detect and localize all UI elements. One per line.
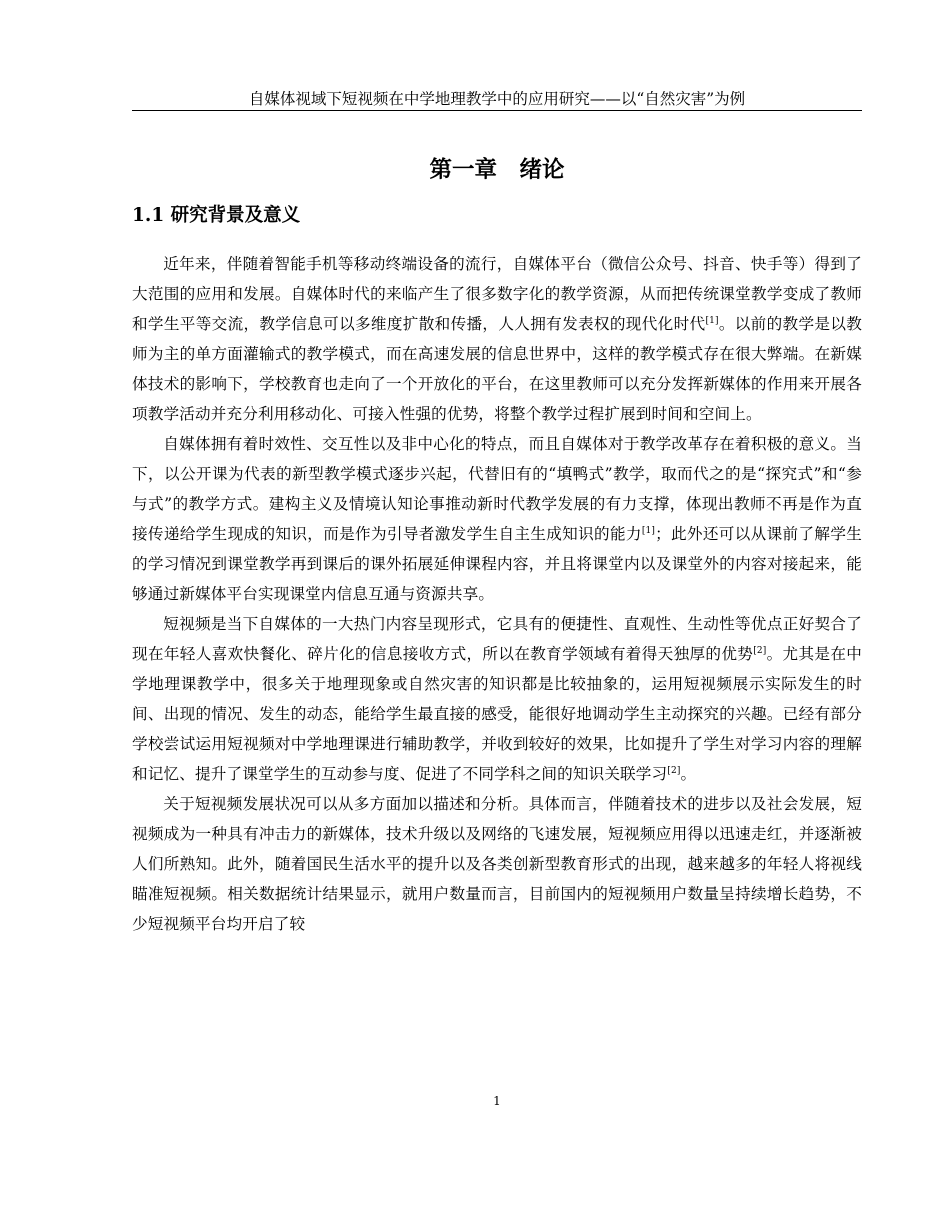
paragraph-1 bbox=[132, 249, 862, 429]
citation-marker: [2] bbox=[753, 645, 767, 656]
paragraph-3 bbox=[132, 609, 862, 789]
paragraph-2 bbox=[132, 429, 862, 609]
citation-marker: [2] bbox=[667, 765, 681, 776]
paragraph-text: 。尤其是在中学地理课教学中，很多关于地理现象或自然灾害的知识都是比较抽象的，运用短视频展示实际发生的时间、出现的情况、发生的动态，能给学生最直接的感受，能很好地调动学生主动探究的兴趣。已经有部分学校尝试运用短视频对中学地理课进行辅助教学，并收到较好的效果，比如提升了学生对学习内容的理解和记忆、提升了课堂学生的互动参与度、促进了不同学科之间的知识关联学习 bbox=[132, 645, 862, 783]
chapter-title: 第一章 绪论 bbox=[429, 157, 565, 183]
running-header: 自媒体视域下短视频在中学地理教学中的应用研究——以“自然灾害”为例 bbox=[248, 90, 746, 108]
paragraph-text: 近年来，伴随着智能手机等移动终端设备的流行，自媒体平台（微信公众号、抖音、快手等）得到了大范围的应用和发展。自媒体时代的来临产生了很多数字化的教学资源，从而把传统课堂教学变成了教师和学生平等交流，教学信息可以多维度扩散和传播，人人拥有发表权的现代化时代 bbox=[132, 255, 862, 333]
page-number: 1 bbox=[493, 1094, 501, 1108]
body-text bbox=[132, 249, 862, 939]
section-heading: 1.1 研究背景及意义 bbox=[132, 205, 301, 226]
paragraph-text: 。以前的教学是以教师为主的单方面灌输式的教学模式，而在高速发展的信息世界中，这样的教学模式存在很大弊端。在新媒体技术的影响下，学校教育也走向了一个开放化的平台，在这里教师可以充分发挥新媒体的作用来开展各项教学活动并充分利用移动化、可接入性强的优势，将整个教学过程扩展到时间和空间上。 bbox=[132, 315, 862, 423]
citation-marker: [1] bbox=[705, 315, 719, 326]
paragraph-text: ；此外还可以从课前了解学生的学习情况到课堂教学再到课后的课外拓展延伸课程内容，并且将课堂内以及课堂外的内容对接起来，能够通过新媒体平台实现课堂内信息互通与资源共享。 bbox=[132, 525, 862, 603]
header-rule bbox=[132, 110, 862, 111]
paragraph-text: 自媒体拥有着时效性、交互性以及非中心化的特点，而且自媒体对于教学改革存在着积极的意义。当下，以公开课为代表的新型教学模式逐步兴起，代替旧有的“填鸭式”教学，取而代之的是“探究式”和“参与式”的教学方式。建构主义及情境认知论事推动新时代教学发展的有力支撑，体现出教师不再是作为直接传递给学生现成的知识，而是作为引导者激发学生自主生成知识的能力 bbox=[132, 435, 862, 543]
citation-marker: [1] bbox=[641, 525, 656, 536]
paragraph-4 bbox=[132, 789, 862, 939]
paragraph-text: 短视频是当下自媒体的一大热门内容呈现形式，它具有的便捷性、直观性、生动性等优点正好契合了现在年轻人喜欢快餐化、碎片化的信息接收方式，所以在教育学领域有着得天独厚的优势 bbox=[132, 615, 862, 663]
paragraph-text: 关于短视频发展状况可以从多方面加以描述和分析。具体而言，伴随着技术的进步以及社会发展，短视频成为一种具有冲击力的新媒体，技术升级以及网络的飞速发展，短视频应用得以迅速走红，并逐渐被人们所熟知。此外，随着国民生活水平的提升以及各类创新型教育形式的出现，越来越多的年轻人将视线瞄准短视频。相关数据统计结果显示，就用户数量而言，目前国内的短视频用户数量呈持续增长趋势，不少短视频平台均开启了较 bbox=[132, 795, 862, 933]
paragraph-text: 。 bbox=[680, 765, 697, 783]
